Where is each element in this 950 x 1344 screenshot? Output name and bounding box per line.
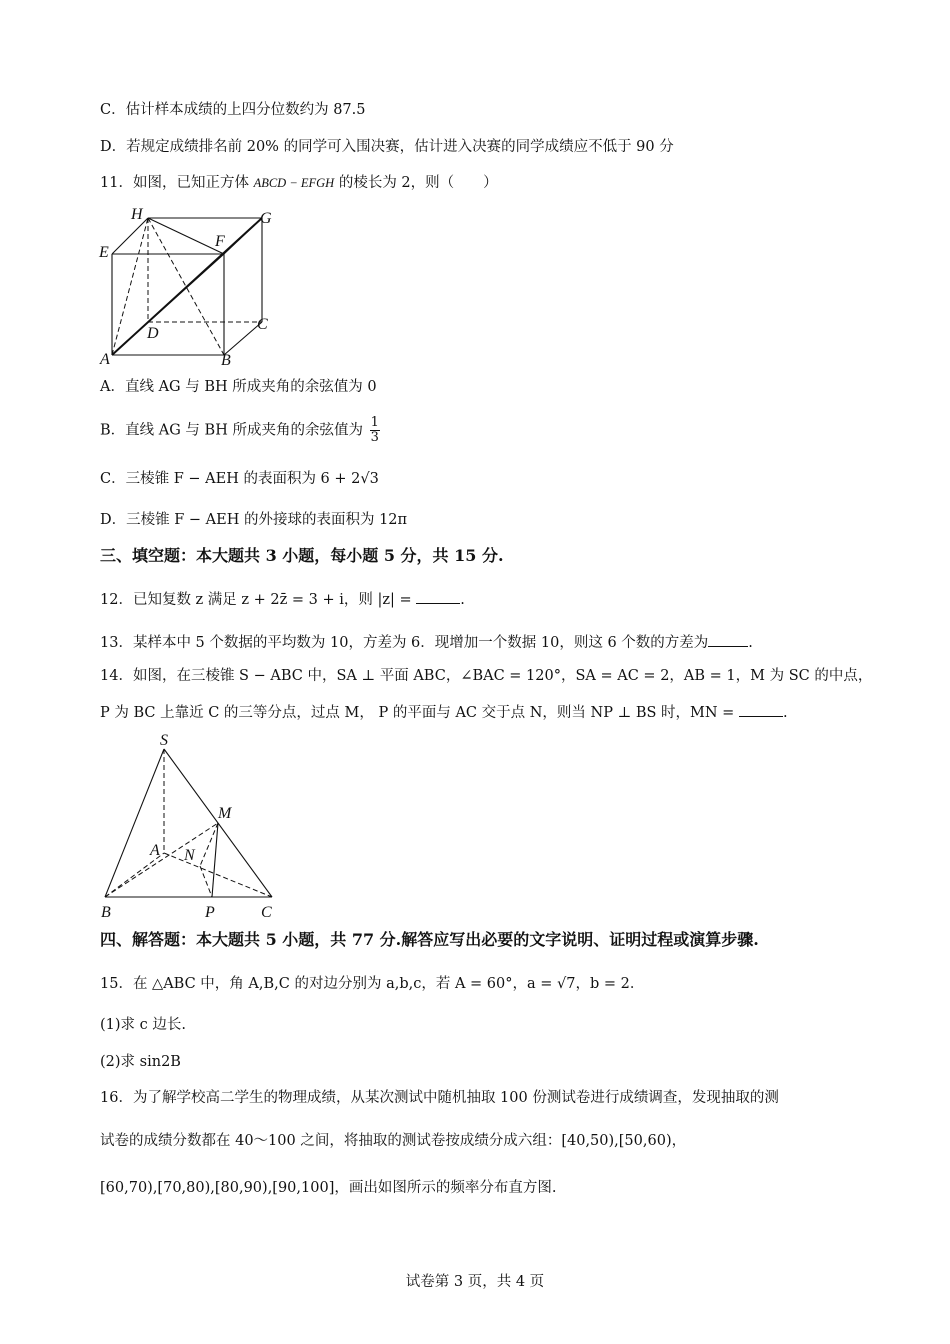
cube-label-b: B <box>221 352 231 369</box>
cube-label-h: H <box>131 206 143 223</box>
q11-stem-text: 11．如图，已知正方体 <box>100 175 249 191</box>
q14-line1: 14．如图，在三棱锥 S − ABC 中，SA ⊥ 平面 ABC，∠BAC = 120°，SA = AC = 2，AB = 1，M 为 SC 的中点， <box>100 668 873 684</box>
q15-part2: (2)求 sin2B <box>100 1054 181 1070</box>
tetra-label-a: A <box>150 842 160 859</box>
q13-text: 13．某样本中 5 个数据的平均数为 10，方差为 6．现增加一个数据 10，则这 6 个数的方差为 <box>100 635 709 651</box>
tetra-label-m: M <box>218 805 232 822</box>
tetra-label-n: N <box>184 847 195 864</box>
cube-figure <box>96 203 286 373</box>
edge-EH <box>112 218 148 254</box>
tetra-label-b: B <box>101 904 111 921</box>
q11-option-b-text: B．直线 AG 与 BH 所成夹角的余弦值为 <box>100 422 363 439</box>
q15-stem: 15．在 △ABC 中，角 A,B,C 的对边分别为 a,b,c，若 A = 60°，a = √7，b = 2． <box>100 976 645 992</box>
q13-answer-blank <box>708 632 748 647</box>
tetra-label-p: P <box>205 904 215 921</box>
tetrahedron-figure <box>95 728 285 924</box>
section-4-heading: 四、解答题：本大题共 5 小题，共 77 分.解答应写出必要的文字说明、证明过程或演算步骤. <box>100 930 759 949</box>
tetra-label-c: C <box>261 904 272 921</box>
q16-line1: 16．为了解学校高二学生的物理成绩，从某次测试中随机抽取 100 份测试卷进行成绩调查，发现抽取的测 <box>100 1090 779 1106</box>
q12-text: 12．已知复数 z 满足 z + 2z̄ = 3 + i，则 |z| = <box>100 592 412 608</box>
q11-option-b <box>100 416 380 445</box>
fraction-one-third <box>370 416 380 445</box>
q14-end: . <box>782 705 788 721</box>
q14-line2 <box>100 702 788 723</box>
q11-cube-name: ABCD − EFGH <box>253 176 335 190</box>
segment-NP <box>200 866 212 897</box>
cube-label-a: A <box>100 351 110 368</box>
q16-line3: [60,70),[70,80),[80,90),[90,100]，画出如图所示的频率分布直方图. <box>100 1180 557 1196</box>
page-footer: 试卷第 3 页，共 4 页 <box>405 1274 545 1290</box>
cube-label-f: F <box>215 233 225 250</box>
q14-answer-blank <box>739 702 783 717</box>
edge-HF <box>148 218 224 254</box>
fraction-denominator: 3 <box>370 430 379 445</box>
edge-AH <box>112 218 148 355</box>
tetra-label-s: S <box>160 732 168 749</box>
cube-label-g: G <box>260 210 272 227</box>
q16-line2: 试卷的成绩分数都在 40～100 之间，将抽取的测试卷按成绩分成六组：[40,50),[50,60)， <box>100 1133 687 1149</box>
diag-AG <box>112 218 262 355</box>
q15-part1: (1)求 c 边长. <box>100 1017 186 1033</box>
cube-label-e: E <box>99 244 109 261</box>
q11-option-a: A．直线 AG 与 BH 所成夹角的余弦值为 0 <box>100 379 377 395</box>
q14-line2-text: P 为 BC 上靠近 C 的三等分点，过点 M， P 的平面与 AC 交于点 N，则当 NP ⊥ BS 时，MN = <box>100 705 735 721</box>
cube-label-c: C <box>257 316 268 333</box>
q12-end: . <box>460 592 465 608</box>
cube-label-d: D <box>147 325 159 342</box>
q10-option-d: D．若规定成绩排名前 20% 的同学可入围决赛，估计进入决赛的同学成绩应不低于 90 分 <box>100 139 674 155</box>
q11-option-d: D．三棱锥 F − AEH 的外接球的表面积为 12π <box>100 512 408 528</box>
q13 <box>100 632 753 653</box>
q11-stem <box>100 173 498 193</box>
q11-option-c: C．三棱锥 F − AEH 的表面积为 6 + 2√3 <box>100 471 379 487</box>
q10-option-c: C．估计样本成绩的上四分位数约为 87.5 <box>100 102 366 118</box>
q11-stem-tail: 的棱长为 2，则（ ） <box>338 175 498 191</box>
segment-BM <box>105 823 218 897</box>
q12-answer-blank <box>416 589 460 604</box>
q12 <box>100 589 465 610</box>
fraction-numerator: 1 <box>370 415 379 430</box>
q13-end: . <box>748 635 753 651</box>
section-3-heading: 三、填空题：本大题共 3 小题，每小题 5 分，共 15 分. <box>100 546 504 565</box>
